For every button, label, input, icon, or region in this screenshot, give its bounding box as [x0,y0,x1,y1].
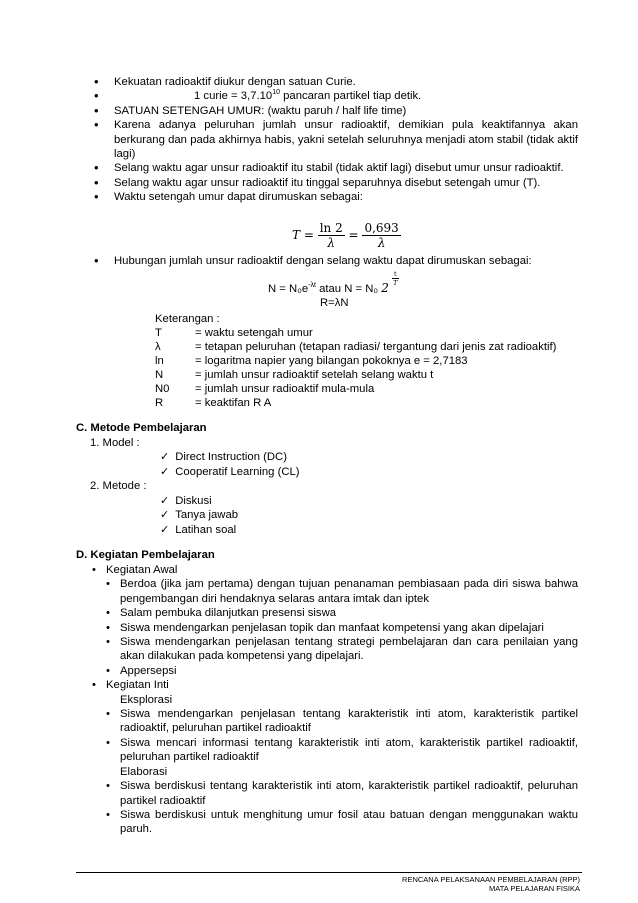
sub-list [106,779,578,837]
phase-label: Elaborasi [120,765,168,778]
list-item [92,563,578,678]
list-item: • Siswa mendengarkan penjelasan tentang karakteristik inti atom, karakteristik partikel radioaktif, peluruhan partikel radioaktif [106,707,578,736]
list-item: • Selang waktu agar unsur radioaktif itu tinggal separuhnya disebut setengah umur (T). [94,176,578,190]
list-item: • Berdoa (jika jam pertama) dengan tujuan penanaman pembiasaan pada diri siswa bahwa pengembangan diri hendaknya selaras antara imtak dan iptek [106,577,578,606]
metode-item: ✓ Tanya jawab [160,508,238,522]
section-c-heading: C. Metode Pembelajaran [76,422,207,434]
list-item: • Kekuatan radioaktif diukur dengan satuan Curie. [94,75,578,89]
list-item: • Salam pembuka dilanjutkan presensi siswa [106,606,578,620]
list-item: • Siswa mencari informasi tentang karakteristik inti atom, karakteristik partikel radioaktif, peluruhan partikel radioaktif [106,736,578,765]
legend-title: Keterangan : [155,313,220,325]
legend-row: R = keaktifan R A [155,397,272,409]
list-item: • 1 curie = $3,7.10^{10}$ pancaran partikel tiap detik. [94,89,578,103]
legend-row: N0 = jumlah unsur radioaktif mula-mula [155,383,375,395]
list-item: • Karena adanya peluruhan jumlah unsur radioaktif, demikian pula keaktifannya akan berkurang dan pada akhirnya habis, yakni setelah seluruhnya menjadi atom stabil (tidak aktif lagi) [94,118,578,161]
list-item: • Waktu setengah umur dapat dirumuskan sebagai: [94,190,578,204]
list-item: • SATUAN SETENGAH UMUR: (waktu paruh / half life time) [94,104,578,118]
model-item: ✓ Cooperatif Learning (CL) [160,465,300,479]
list-item: • Siswa mendengarkan penjelasan topik dan manfaat kompetensi yang akan dipelajari [106,621,578,635]
list-item: • Appersepsi [106,664,578,678]
phase-label: Eksplorasi [120,693,173,706]
relation-bullet-list [94,254,578,268]
curie-exponent: 10 [272,89,280,97]
metode-item: ✓ Diskusi [160,494,212,508]
list-item: • Selang waktu agar unsur radioaktif itu stabil (tidak aktif lagi) disebut umur unsur radioaktif. [94,161,578,175]
sub-list [106,577,578,678]
footer-line-2: MATA PELAJARAN FISIKA [489,884,580,893]
legend-row: T = waktu setengah umur [155,327,313,339]
decay-formula: $N = N_0e^{-\lambda t}$ atau N = N₀ 2 $\frac{t}{T}$ [268,270,398,295]
section-d-heading: D. Kegiatan Pembelajaran [76,549,215,561]
metode-item: ✓ Latihan soal [160,523,236,537]
list-item: • Hubungan jumlah unsur radioaktif dengan selang waktu dapat dirumuskan sebagai: [94,254,578,268]
intro-bullet-list [94,75,578,205]
model-label: 1. Model : [90,437,140,449]
list-item [92,678,578,836]
footer-line-1: RENCANA PELAKSANAAN PEMBELAJARAN (RPP) [402,875,580,884]
activity-formula: R=λN [320,297,349,309]
activity-heading: • Kegiatan Awal [106,564,178,576]
list-item: • Siswa berdiskusi tentang karakteristik inti atom, karakteristik partikel radioaktif, peluruhan partikel radioaktif [106,779,578,808]
legend-row: ln = logaritma napier yang bilangan pokoknya e = 2,7183 [155,355,468,367]
sub-list [106,707,578,765]
legend-row: N = jumlah unsur radioaktif setelah selang waktu t [155,369,434,381]
footer-divider [76,872,582,873]
half-life-formula: T = $\frac{\ln 2}{\lambda}$ = $\frac{0,693}{\lambda}$ [292,221,399,250]
model-item: ✓ Direct Instruction (DC) [160,450,287,464]
activity-heading: • Kegiatan Inti [106,679,169,692]
footer [402,875,580,893]
legend-row: λ = tetapan peluruhan (tetapan radiasi/ tergantung dari jenis zat radioaktif) [155,341,557,353]
activity-list [92,563,578,837]
list-item: • Siswa berdiskusi untuk menghitung umur fosil atau batuan dengan menggunakan waktu paruh. [106,808,578,837]
metode-label: 2. Metode : [90,480,147,492]
list-item: • Siswa mendengarkan penjelasan tentang strategi pembelajaran dan cara penilaian yang akan dilakukan pada kompetensi yang dipelajari. [106,635,578,664]
